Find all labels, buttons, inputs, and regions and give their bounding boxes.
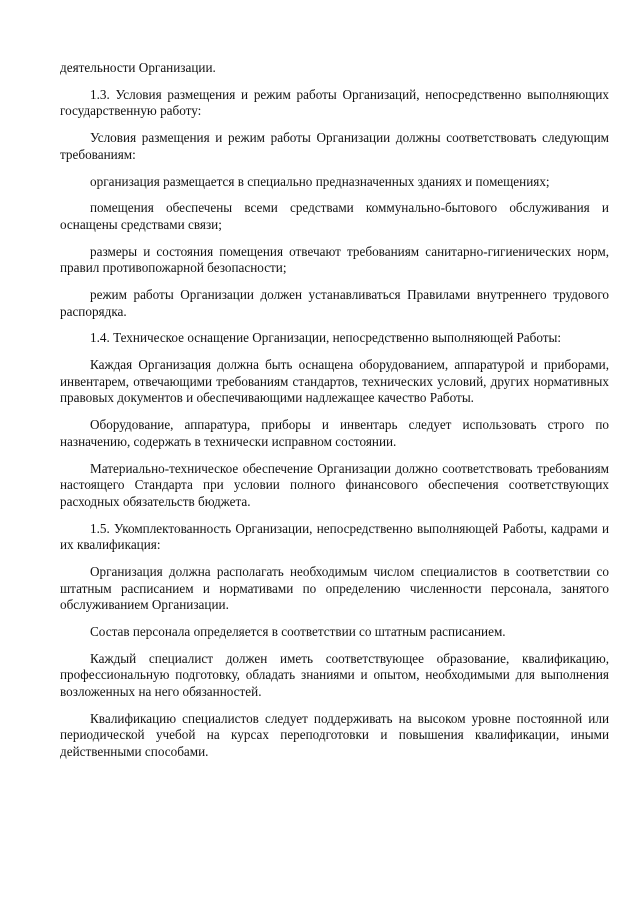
paragraph: Оборудование, аппаратура, приборы и инвентарь следует использовать строго по назначению, содержать в технически исправном состоянии. (60, 417, 609, 449)
paragraph-continuation: деятельности Организации. (60, 60, 216, 75)
requirement-item: размеры и состояния помещения отвечают требованиям санитарно-гигиенических норм, правил противопожарной безопасности; (60, 243, 609, 276)
section-1-4-heading: 1.4. Техническое оснащение Организации, непосредственно выполняющей Работы: (90, 330, 562, 346)
requirement-item: режим работы Организации должен устанавливаться Правилами внутреннего трудового распорядка. (60, 287, 609, 319)
requirement-item: помещения обеспечены всеми средствами коммунально-бытового обслуживания и оснащены средствами связи; (60, 200, 609, 232)
paragraph: Каждый специалист должен иметь соответствующее образование, квалификацию, профессиональную подготовку, обладать знаниями и опытом, необходимыми для выполнения возложенных на него обязанностей. (60, 650, 609, 699)
paragraph: Условия размещения и режим работы Организации должны соответствовать следующим требованиям: (60, 130, 609, 162)
paragraph: Каждая Организация должна быть оснащена оборудованием, аппаратурой и приборами, инвентарем, отвечающими требованиям стандартов, технических условий, других нормативных правовых документов и обеспечивающими надлежащее качество Работы. (60, 357, 609, 406)
paragraph: Организация должна располагать необходимым числом специалистов в соответствии со штатным расписанием и нормативами по определению численности персонала, занятого обслуживанием Организации. (60, 563, 609, 613)
paragraph: Квалификацию специалистов следует поддерживать на высоком уровне постоянной или периодической учебой на курсах переподготовки и повышения квалификации, иными действенными способами. (60, 710, 609, 759)
document-body (60, 60, 609, 771)
paragraph: Состав персонала определяется в соответствии со штатным расписанием. (90, 623, 506, 639)
section-1-3-heading: 1.3. Условия размещения и режим работы Организаций, непосредственно выполняющих государственную работу: (60, 86, 609, 119)
paragraph: Материально-техническое обеспечение Организации должно соответствовать требованиям настоящего Стандарта при условии полного финансового обеспечения соответствующих расходных обязательств бюджета. (60, 460, 609, 509)
section-1-5-heading: 1.5. Укомплектованность Организации, непосредственно выполняющей Работы, кадрами и их квалификация: (60, 520, 609, 553)
requirement-item: организация размещается в специально предназначенных зданиях и помещениях; (90, 173, 550, 189)
